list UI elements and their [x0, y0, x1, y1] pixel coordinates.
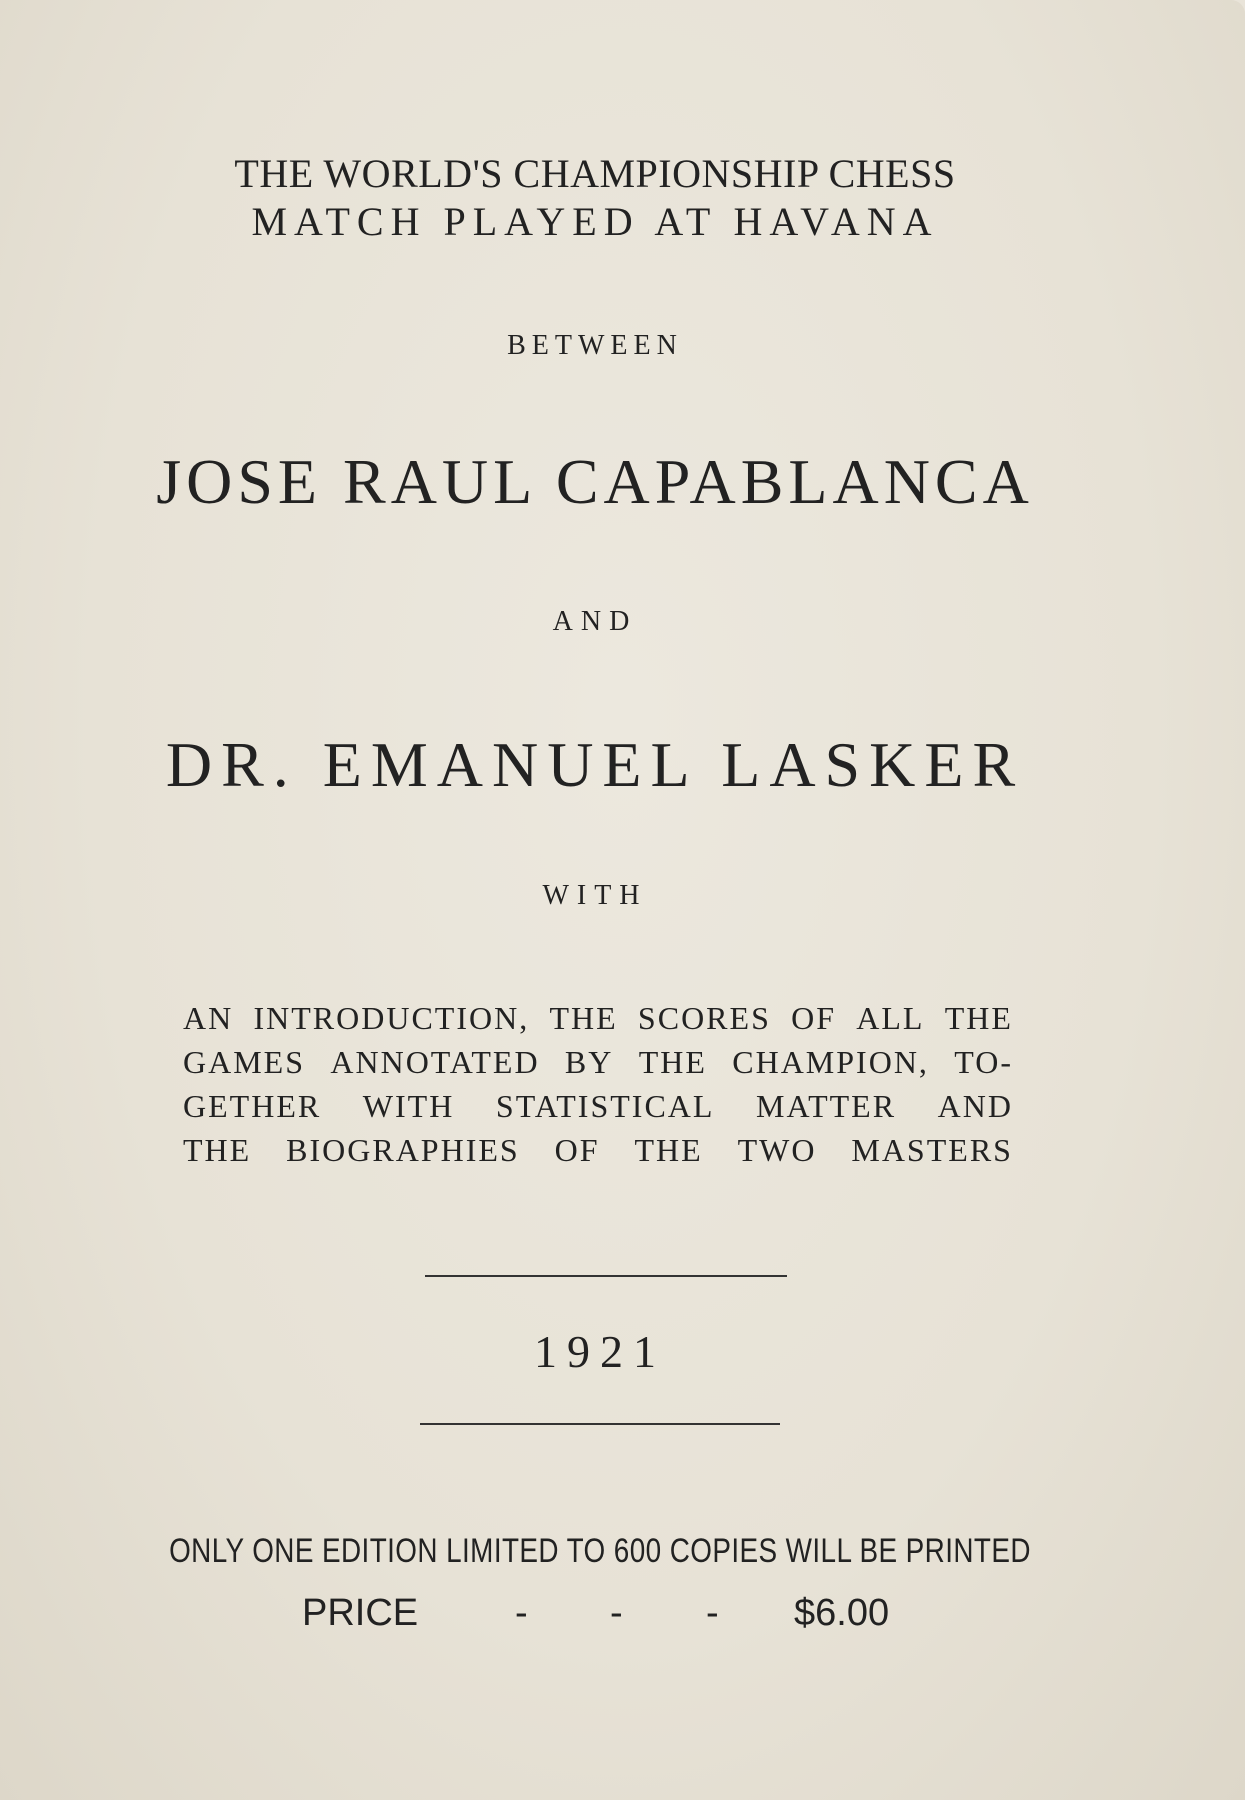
description-word: GAMES	[183, 1044, 306, 1080]
with-label: WITH	[542, 880, 648, 911]
description-word: THE	[549, 1000, 618, 1036]
divider-rule-top	[425, 1275, 787, 1277]
and-label: AND	[552, 606, 638, 637]
description-word: MATTER	[756, 1088, 897, 1124]
description-word: SCORES	[637, 1000, 771, 1036]
edition-note: ONLY ONE EDITION LIMITED TO 600 COPIES WILL BE PRINTED	[169, 1532, 1031, 1570]
description-line	[183, 1040, 1013, 1084]
description-line	[183, 996, 1013, 1040]
player-name-lasker: DR. EMANUEL LASKER	[165, 729, 1025, 800]
description-word: TWO	[737, 1132, 817, 1168]
between-label: BETWEEN	[507, 330, 683, 361]
description-word: TO-	[954, 1044, 1013, 1080]
description-word: INTRODUCTION,	[253, 1000, 530, 1036]
price-dash: -	[610, 1592, 623, 1634]
player-name-capablanca: JOSE RAUL CAPABLANCA	[156, 446, 1034, 517]
description-word: CHAMPION,	[732, 1044, 929, 1080]
description-word: ALL	[856, 1000, 925, 1036]
description-word: MASTERS	[851, 1132, 1013, 1168]
description-line	[183, 1128, 1013, 1172]
description-word: THE	[183, 1132, 252, 1168]
divider-rule-bottom	[420, 1423, 780, 1425]
price-label: PRICE	[302, 1592, 419, 1634]
description-word: THE	[638, 1044, 707, 1080]
description-word: BY	[564, 1044, 614, 1080]
price-dash: -	[515, 1592, 528, 1634]
description-block	[183, 996, 1013, 1172]
description-word: OF	[554, 1132, 600, 1168]
description-word: ANNOTATED	[330, 1044, 540, 1080]
description-line	[183, 1084, 1013, 1128]
description-word: OF	[791, 1000, 837, 1036]
price-row	[302, 1592, 902, 1642]
description-word: STATISTICAL	[495, 1088, 715, 1124]
price-value: $6.00	[794, 1592, 890, 1634]
description-word: WITH	[362, 1088, 455, 1124]
description-word: THE	[944, 1000, 1013, 1036]
publication-year: 1921	[534, 1326, 666, 1377]
description-word: AN	[183, 1000, 234, 1036]
description-word: AND	[937, 1088, 1013, 1124]
description-word: BIOGRAPHIES	[286, 1132, 520, 1168]
title-line-1: THE WORLD'S CHAMPIONSHIP CHESS	[234, 151, 956, 196]
description-word: THE	[634, 1132, 703, 1168]
title-line-2: MATCH PLAYED AT HAVANA	[251, 199, 939, 244]
price-dash: -	[706, 1592, 719, 1634]
description-word: GETHER	[183, 1088, 322, 1124]
